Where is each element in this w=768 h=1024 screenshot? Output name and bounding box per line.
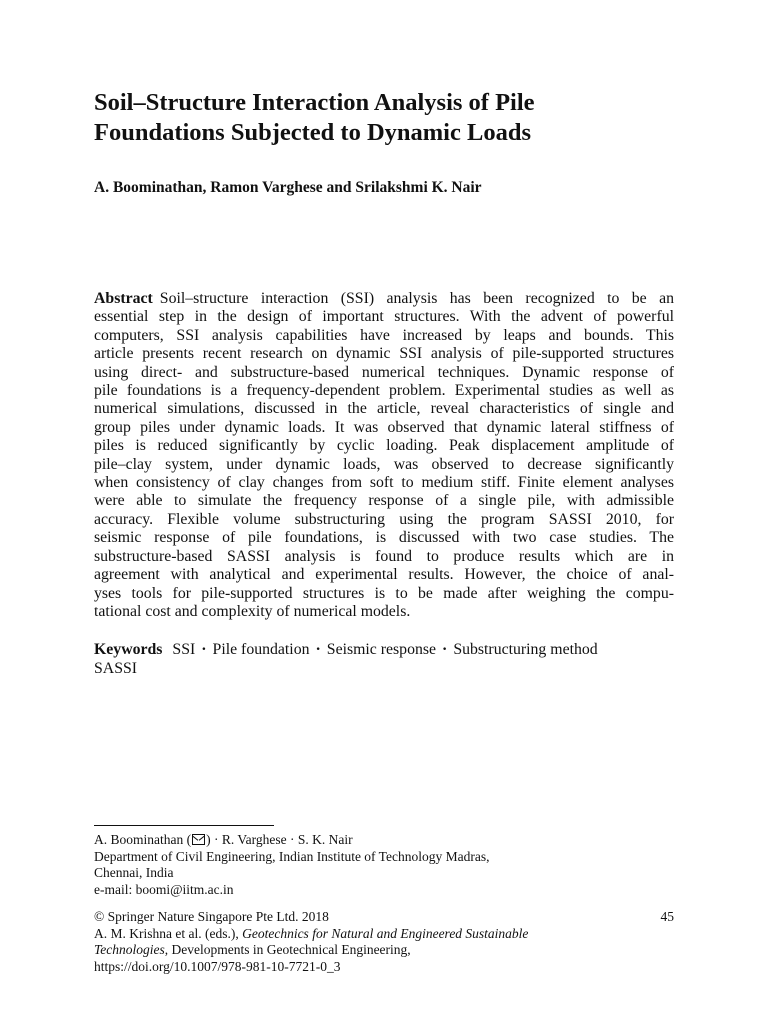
affiliation-department: Department of Civil Engineering, Indian Institute of Technology Madras, bbox=[94, 848, 490, 864]
citation-line-1: A. M. Krishna et al. (eds.), Geotechnics for Natural and Engineered Sustainable bbox=[94, 925, 529, 941]
keyword-separator: · bbox=[442, 641, 448, 658]
copyright-line: © Springer Nature Singapore Pte Ltd. 2018 bbox=[94, 909, 329, 924]
keyword: Seismic response bbox=[326, 641, 437, 658]
abstract-line: seismic response of pile foundations, is discussed with two case studies. The bbox=[94, 529, 674, 547]
abstract-line: piles is reduced significantly by cyclic loading. Peak displacement amplitude of bbox=[94, 437, 674, 455]
affiliation-email[interactable]: e-mail: boomi@iitm.ac.in bbox=[94, 881, 234, 897]
keyword: Substructuring method bbox=[453, 641, 598, 658]
affiliation-names: A. Boominathan ( ) · R. Varghese · S. K. Nair bbox=[94, 832, 353, 847]
abstract-heading: Abstract bbox=[94, 290, 153, 307]
abstract-line: article presents recent research on dynamic SSI analysis of pile-supported structures bbox=[94, 345, 674, 363]
keywords-row-2 bbox=[94, 659, 674, 678]
affiliation-location: Chennai, India bbox=[94, 865, 174, 880]
abstract-line: computers, SSI analysis capabilities have increased by leaps and bounds. This bbox=[94, 326, 674, 344]
doi-link[interactable]: https://doi.org/10.1007/978-981-10-7721-0_3 bbox=[94, 958, 341, 974]
abstract-line: using direct- and substructure-based numerical techniques. Dynamic response of bbox=[94, 363, 674, 381]
keyword-separator: · bbox=[201, 641, 207, 658]
citation-line-2: Technologies, Developments in Geotechnical Engineering, bbox=[94, 942, 411, 957]
paper-title bbox=[94, 88, 694, 148]
keyword: SSI bbox=[172, 641, 196, 658]
abstract-line: substructure-based SASSI analysis is found to produce results which are in bbox=[94, 547, 674, 565]
author-affiliation bbox=[94, 832, 674, 898]
abstract-line: pile foundations is a frequency-dependent problem. Experimental studies as well as bbox=[94, 382, 674, 400]
book-title-continued: Technologies bbox=[94, 942, 165, 957]
keywords-row-1 bbox=[94, 640, 674, 659]
book-title: Geotechnics for Natural and Engineered Sustainable bbox=[242, 925, 529, 941]
abstract-line: essential step in the design of important structures. With the advent of powerful bbox=[94, 308, 674, 326]
title-line-1: Soil–Structure Interaction Analysis of Pile bbox=[94, 89, 535, 116]
page-number: 45 bbox=[660, 909, 674, 924]
keywords bbox=[94, 640, 674, 678]
abstract-line: accuracy. Flexible volume substructuring using the program SASSI 2010, for bbox=[94, 510, 674, 528]
abstract bbox=[94, 290, 674, 621]
footnote-rule bbox=[94, 825, 274, 826]
abstract-line: pile–clay system, under dynamic loads, was observed to decrease significantly bbox=[94, 455, 674, 473]
keyword-separator: · bbox=[315, 641, 321, 658]
envelope-icon[interactable] bbox=[192, 834, 205, 845]
abstract-line: tational cost and complexity of numerical models. bbox=[94, 602, 411, 620]
abstract-line: numerical simulations, discussed in the article, reveal characteristics of single and bbox=[94, 400, 674, 418]
abstract-line: agreement with analytical and experimental results. However, the choice of anal- bbox=[94, 566, 674, 584]
author-list: A. Boominathan, Ramon Varghese and Srilakshmi K. Nair bbox=[94, 179, 482, 196]
title-line-2: Foundations Subjected to Dynamic Loads bbox=[94, 119, 531, 146]
abstract-line: group piles under dynamic loads. It was observed that dynamic lateral stiffness of bbox=[94, 418, 674, 436]
keywords-heading: Keywords bbox=[94, 641, 163, 658]
abstract-line: were able to simulate the frequency response of a single pile, with admissible bbox=[94, 492, 674, 510]
keyword: SASSI bbox=[94, 660, 138, 677]
abstract-line: when consistency of clay changes from soft to medium stiff. Finite element analyses bbox=[94, 474, 674, 492]
abstract-line: Abstract Soil–structure interaction (SSI) analysis has been recognized to be an bbox=[94, 290, 674, 307]
keyword: Pile foundation bbox=[212, 641, 310, 658]
abstract-line: yses tools for pile-supported structures is to be made after weighing the compu- bbox=[94, 584, 674, 602]
publication-info bbox=[94, 909, 674, 975]
